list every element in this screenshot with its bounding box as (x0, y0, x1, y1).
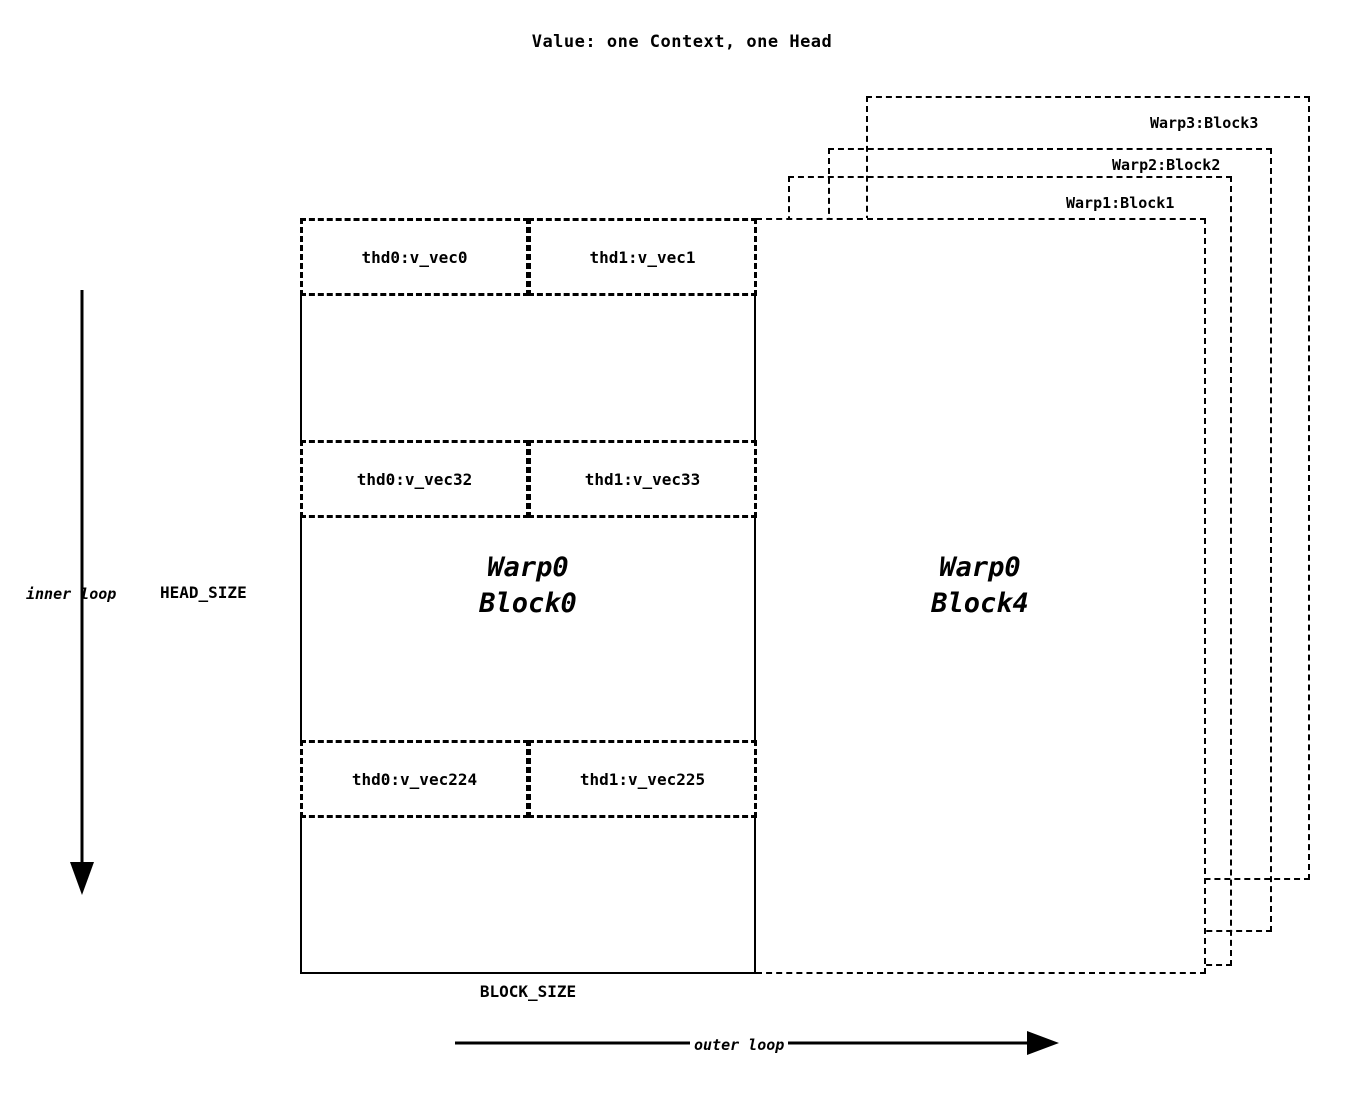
thread-row-0 (300, 218, 756, 296)
block0-region (300, 218, 756, 974)
stack-block-2-label: Warp2:Block2 (1112, 156, 1221, 174)
page-title: Value: one Context, one Head (531, 32, 833, 52)
head-size-label: HEAD_SIZE (160, 583, 247, 602)
block0-block-label: Block0 (479, 588, 577, 620)
block0-caption (302, 550, 754, 623)
thread-cell-thd0-vec224: thd0:v_vec224 (300, 740, 529, 818)
thread-cell-thd1-vec1: thd1:v_vec1 (528, 218, 757, 296)
thread-row-1 (300, 440, 756, 518)
thread-cell-thd0-vec32: thd0:v_vec32 (300, 440, 529, 518)
thread-row-2 (300, 740, 756, 818)
outer-loop-label: outer loop (690, 1036, 788, 1054)
thread-cell-thd0-vec0: thd0:v_vec0 (300, 218, 529, 296)
block0-warp-label: Warp0 (487, 552, 569, 583)
thread-cell-thd1-vec225: thd1:v_vec225 (528, 740, 757, 818)
block4-region (756, 218, 1206, 974)
block4-warp-label: Warp0 (939, 552, 1021, 583)
stack-block-3-label: Warp3:Block3 (1150, 114, 1259, 132)
block4-block-label: Block4 (931, 588, 1029, 620)
block-size-label: BLOCK_SIZE (479, 982, 577, 1001)
block4-caption (756, 550, 1204, 623)
inner-loop-label: inner loop (26, 585, 117, 603)
stack-block-1-label: Warp1:Block1 (1066, 194, 1175, 212)
thread-cell-thd1-vec33: thd1:v_vec33 (528, 440, 757, 518)
